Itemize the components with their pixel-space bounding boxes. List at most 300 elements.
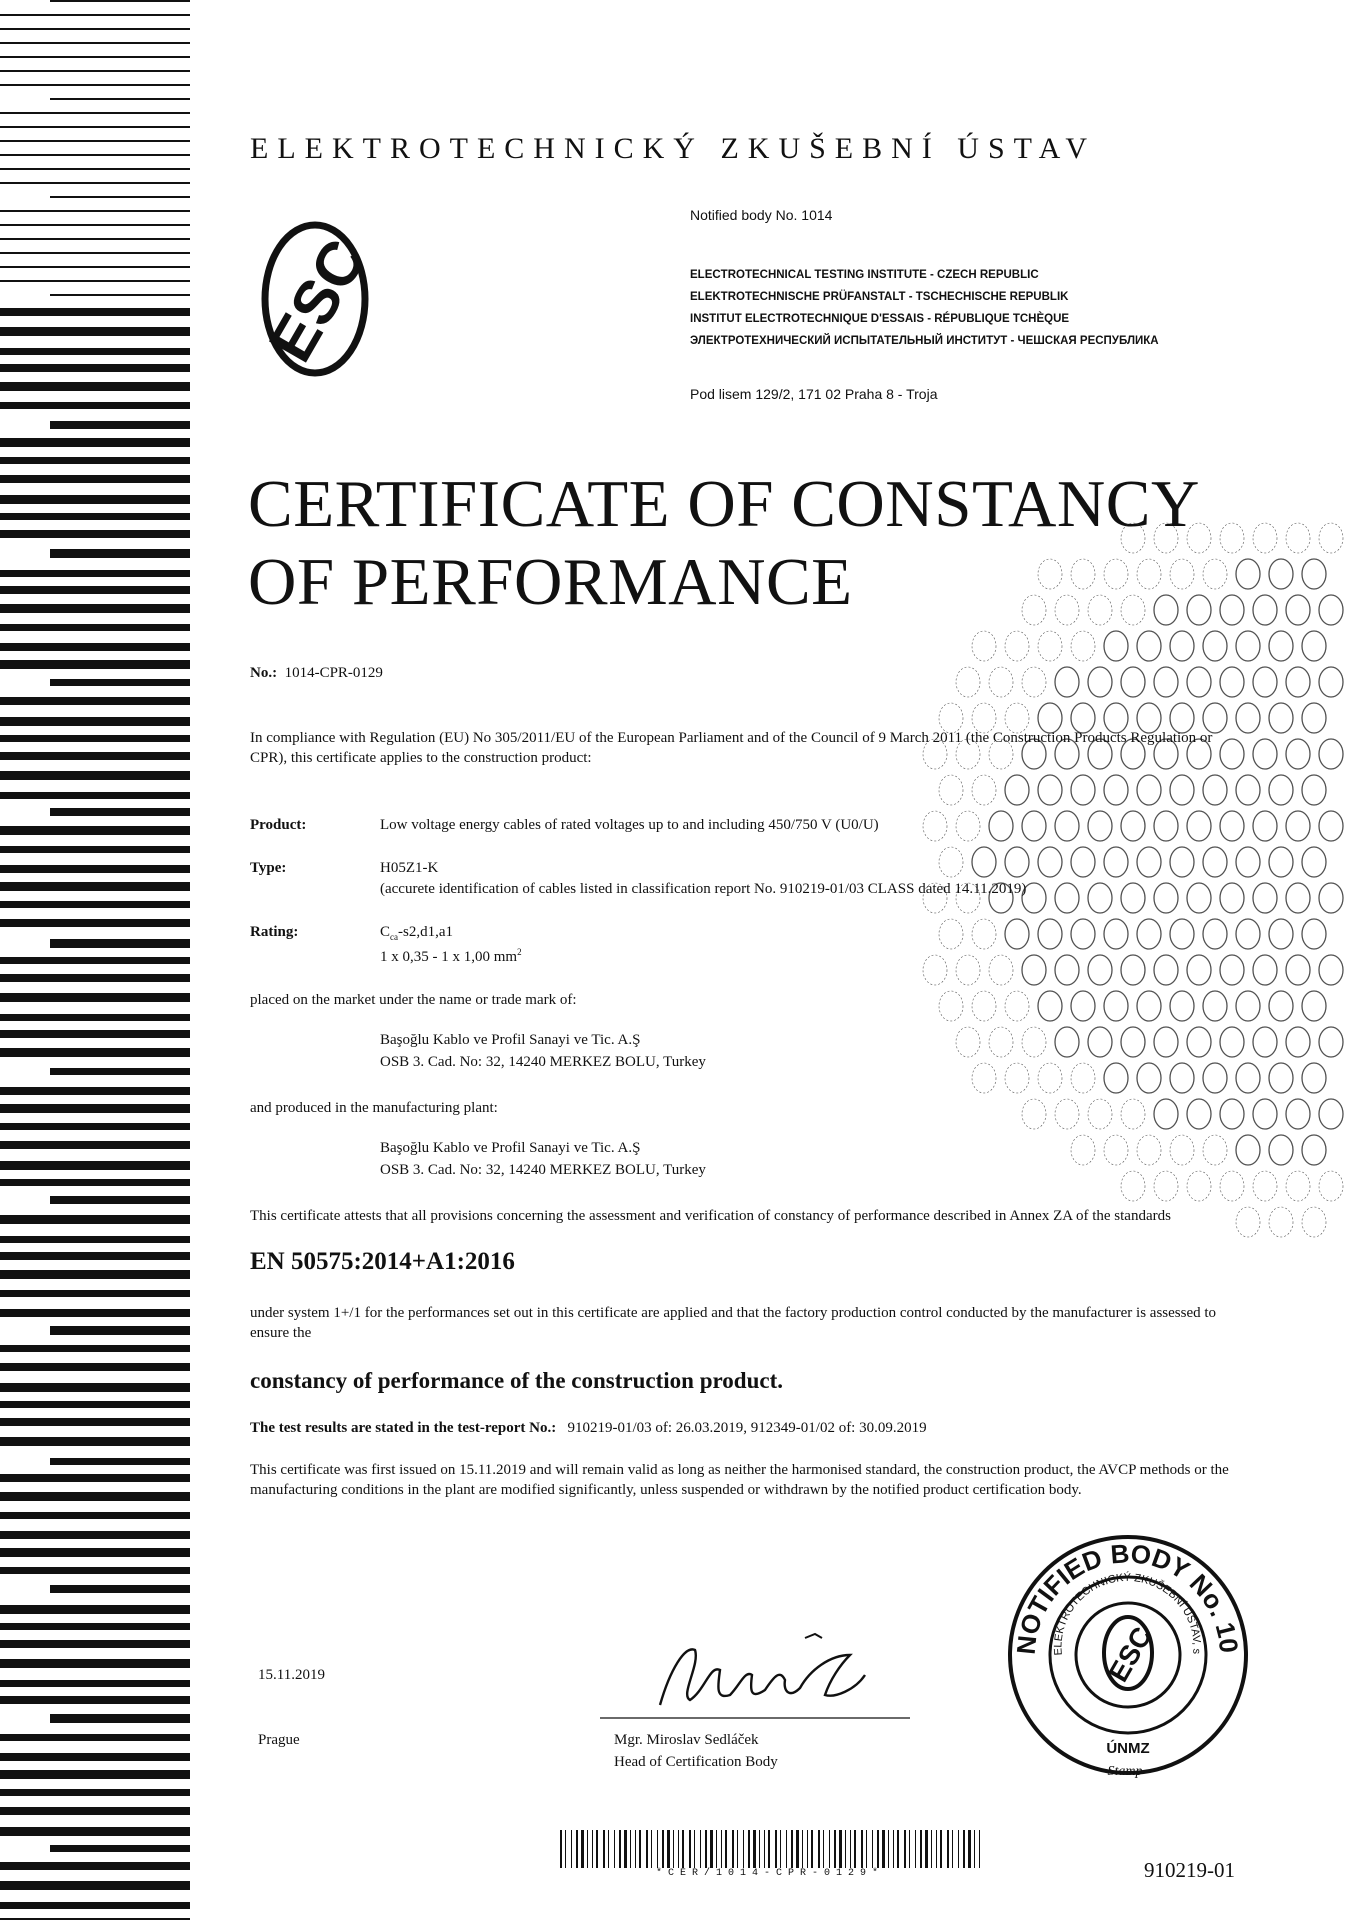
plant-intro: and produced in the manufacturing plant: bbox=[250, 1100, 498, 1116]
market-address: OSB 3. Cad. No: 32, 14240 MERKEZ BOLU, Turkey bbox=[380, 1054, 706, 1070]
watermark-logo bbox=[1286, 1171, 1310, 1201]
rating-class-sub: ca bbox=[390, 932, 399, 942]
barcode-bar bbox=[576, 1830, 578, 1868]
barcode-bar bbox=[764, 1830, 765, 1868]
barcode-bar bbox=[716, 1830, 717, 1868]
watermark-logo bbox=[1022, 1099, 1046, 1129]
barcode-bar bbox=[940, 1830, 942, 1868]
institute-address: Pod lisem 129/2, 171 02 Praha 8 - Troja bbox=[690, 386, 938, 402]
barcode-bar bbox=[646, 1830, 648, 1868]
watermark-logo bbox=[1055, 955, 1079, 985]
stripe bbox=[50, 294, 190, 296]
stripe bbox=[0, 660, 190, 669]
watermark-logo bbox=[1071, 919, 1095, 949]
stripe bbox=[0, 846, 190, 853]
watermark-logo bbox=[1121, 811, 1145, 841]
barcode-bars bbox=[560, 1830, 980, 1868]
watermark-logo bbox=[1269, 1135, 1293, 1165]
barcode-bar bbox=[689, 1830, 691, 1868]
watermark-logo bbox=[1071, 775, 1095, 805]
watermark-logo bbox=[1121, 1027, 1145, 1057]
stripe bbox=[0, 1252, 190, 1260]
watermark-logo bbox=[1203, 919, 1227, 949]
stripe bbox=[50, 1068, 190, 1075]
barcode-bar bbox=[829, 1830, 830, 1868]
watermark-logo bbox=[1154, 523, 1178, 553]
watermark-logo bbox=[1055, 1027, 1079, 1057]
type-label: Type: bbox=[250, 860, 287, 876]
watermark-logo bbox=[1220, 1171, 1244, 1201]
stripe bbox=[0, 1270, 190, 1279]
watermark-logo bbox=[1088, 811, 1112, 841]
watermark-logo bbox=[1302, 1063, 1326, 1093]
stripe bbox=[0, 957, 190, 964]
watermark-logo bbox=[989, 667, 1013, 697]
watermark-logo bbox=[1121, 1171, 1145, 1201]
certificate-number-label: No.: bbox=[250, 665, 278, 681]
watermark-logo bbox=[1005, 991, 1029, 1021]
stripe bbox=[0, 382, 190, 391]
stamp-word: Stamp bbox=[1107, 1764, 1143, 1779]
stamp-inner-text: ELEKTROTECHNICKÝ ZKUŠEBNÍ ÚSTAV, s bbox=[1052, 1571, 1203, 1656]
watermark-logo bbox=[1154, 1099, 1178, 1129]
stripe bbox=[0, 28, 190, 30]
watermark-logo bbox=[1071, 1063, 1095, 1093]
watermark-logo bbox=[972, 1063, 996, 1093]
stamp-bottom-text: ÚNMZ bbox=[1106, 1740, 1150, 1757]
watermark-logo bbox=[1137, 1135, 1161, 1165]
barcode-bar bbox=[936, 1830, 937, 1868]
decorative-stripe-border bbox=[0, 0, 190, 1920]
watermark-logo bbox=[939, 847, 963, 877]
barcode-bar bbox=[694, 1830, 695, 1868]
rating-class-rest: -s2,d1,a1 bbox=[398, 924, 454, 940]
product-value: Low voltage energy cables of rated voltages up to and including 450/750 V (U0/U) bbox=[380, 817, 879, 833]
watermark-logo bbox=[1286, 667, 1310, 697]
stripe bbox=[0, 70, 190, 72]
stripe bbox=[0, 1753, 190, 1761]
constancy-heading: constancy of performance of the construction product. bbox=[250, 1368, 783, 1393]
stripe bbox=[0, 182, 190, 184]
watermark-logo bbox=[1319, 739, 1343, 769]
watermark-logo bbox=[1038, 631, 1062, 661]
stripe bbox=[0, 280, 190, 282]
stripe bbox=[0, 1290, 190, 1297]
watermark-logo bbox=[1154, 811, 1178, 841]
watermark-logo bbox=[1005, 919, 1029, 949]
barcode-bar bbox=[673, 1830, 674, 1868]
watermark-logo bbox=[1071, 631, 1095, 661]
watermark-logo bbox=[1137, 1063, 1161, 1093]
watermark-logo bbox=[1088, 955, 1112, 985]
watermark-logo bbox=[1319, 1171, 1343, 1201]
stripe bbox=[0, 457, 190, 464]
watermark-logo bbox=[1170, 991, 1194, 1021]
barcode-bar bbox=[947, 1830, 949, 1868]
document-number: 910219-01 bbox=[1144, 1858, 1235, 1882]
barcode-bar bbox=[619, 1830, 621, 1868]
watermark-logo bbox=[1319, 523, 1343, 553]
barcode-bar bbox=[925, 1830, 928, 1868]
stripe bbox=[0, 1659, 190, 1668]
watermark-logo bbox=[989, 955, 1013, 985]
watermark-logo bbox=[1170, 559, 1194, 589]
watermark-logo bbox=[1220, 811, 1244, 841]
barcode-bar bbox=[854, 1830, 856, 1868]
stripe bbox=[0, 56, 190, 58]
watermark-logo bbox=[1104, 1063, 1128, 1093]
watermark-logo bbox=[1269, 991, 1293, 1021]
stripe bbox=[0, 1640, 190, 1648]
certificate-number-row bbox=[250, 663, 383, 683]
certificate-title-line1: CERTIFICATE OF CONSTANCY bbox=[248, 467, 1200, 541]
stripe bbox=[0, 1623, 190, 1630]
barcode-bar bbox=[802, 1830, 803, 1868]
watermark-logo bbox=[1038, 991, 1062, 1021]
watermark-logo bbox=[1187, 1171, 1211, 1201]
stripe bbox=[0, 1087, 190, 1095]
barcode-bar bbox=[807, 1830, 808, 1868]
institute-name-ru: ЭЛЕКТРОТЕХНИЧЕСКИЙ ИСПЫТАТЕЛЬНЫЙ ИНСТИТУТ - ЧЕШСКАЯ РЕСПУБЛИКА bbox=[690, 335, 1159, 347]
barcode-bar bbox=[571, 1830, 572, 1868]
watermark-logo bbox=[1253, 667, 1277, 697]
barcode-bar bbox=[768, 1830, 770, 1868]
watermark-logo bbox=[1154, 1027, 1178, 1057]
stripe bbox=[0, 1309, 190, 1317]
watermark-logo bbox=[1286, 811, 1310, 841]
barcode-bar bbox=[635, 1830, 636, 1868]
watermark-logo bbox=[1269, 631, 1293, 661]
watermark-logo bbox=[1203, 559, 1227, 589]
stripe bbox=[50, 98, 190, 100]
watermark-logo bbox=[1319, 811, 1343, 841]
watermark-logo bbox=[1055, 1099, 1079, 1129]
watermark-logo bbox=[956, 955, 980, 985]
handwritten-signature bbox=[600, 1630, 910, 1720]
barcode-bar bbox=[850, 1830, 851, 1868]
stripe bbox=[0, 238, 190, 240]
watermark-logo bbox=[1104, 847, 1128, 877]
stripe bbox=[0, 1474, 190, 1482]
stamp-outer-text: NOTIFIED BODY No. 10 bbox=[1010, 1538, 1245, 1656]
stripe bbox=[0, 735, 190, 742]
product-label: Product: bbox=[250, 817, 307, 833]
stripe bbox=[0, 993, 190, 1002]
stripe bbox=[0, 1605, 190, 1614]
watermark-logo bbox=[1038, 919, 1062, 949]
watermark-logo bbox=[1088, 595, 1112, 625]
issue-place: Prague bbox=[258, 1732, 300, 1748]
stripe bbox=[0, 771, 190, 780]
stripe bbox=[0, 792, 190, 799]
stripe bbox=[50, 549, 190, 558]
watermark-logo bbox=[1038, 1063, 1062, 1093]
stripe bbox=[0, 1512, 190, 1519]
stripe bbox=[50, 679, 190, 686]
watermark-logo bbox=[1269, 919, 1293, 949]
stripe bbox=[0, 1030, 190, 1038]
stripe bbox=[0, 168, 190, 170]
watermark-logo bbox=[1302, 1135, 1326, 1165]
barcode-bar bbox=[678, 1830, 679, 1868]
system-statement: under system 1+/1 for the performances set out in this certificate are applied and that the factory production control conducted by the manufacturer is assessed to ensure the bbox=[250, 1305, 1217, 1341]
stripe bbox=[0, 1161, 190, 1170]
watermark-logo bbox=[1302, 559, 1326, 589]
watermark-logo bbox=[1236, 1063, 1260, 1093]
stripe bbox=[50, 1326, 190, 1335]
watermark-logo bbox=[1220, 883, 1244, 913]
watermark-logo bbox=[1253, 1027, 1277, 1057]
watermark-logo bbox=[939, 991, 963, 1021]
watermark-logo bbox=[1170, 847, 1194, 877]
stripe bbox=[0, 570, 190, 577]
stripe bbox=[0, 224, 190, 226]
watermark-logo bbox=[1104, 991, 1128, 1021]
watermark-logo bbox=[1220, 955, 1244, 985]
watermark-logo bbox=[1236, 775, 1260, 805]
watermark-logo bbox=[1220, 595, 1244, 625]
stripe bbox=[0, 1862, 190, 1870]
watermark-logo bbox=[1302, 991, 1326, 1021]
stripe bbox=[0, 1179, 190, 1186]
watermark-logo bbox=[1236, 847, 1260, 877]
barcode-bar bbox=[931, 1830, 932, 1868]
watermark-logo bbox=[1269, 703, 1293, 733]
barcode-bar bbox=[952, 1830, 953, 1868]
barcode-bar bbox=[958, 1830, 959, 1868]
institute-name-en: ELECTROTECHNICAL TESTING INSTITUTE - CZECH REPUBLIC bbox=[690, 269, 1039, 281]
stripe bbox=[0, 1123, 190, 1130]
watermark-logo bbox=[1187, 1027, 1211, 1057]
stripe bbox=[0, 154, 190, 156]
watermark-logo bbox=[1154, 595, 1178, 625]
watermark-logo bbox=[1137, 847, 1161, 877]
watermark-logo bbox=[1022, 667, 1046, 697]
plant-address: OSB 3. Cad. No: 32, 14240 MERKEZ BOLU, Turkey bbox=[380, 1162, 706, 1178]
watermark-logo bbox=[1253, 811, 1277, 841]
watermark-logo bbox=[1005, 847, 1029, 877]
watermark-logo bbox=[1104, 1135, 1128, 1165]
watermark-logo bbox=[1038, 775, 1062, 805]
watermark-logo bbox=[1236, 631, 1260, 661]
stripe bbox=[0, 1881, 190, 1890]
watermark-logo bbox=[1071, 847, 1095, 877]
barcode-bar bbox=[882, 1830, 885, 1868]
watermark-logo bbox=[1236, 559, 1260, 589]
watermark-logo bbox=[1286, 739, 1310, 769]
watermark-logo bbox=[1104, 775, 1128, 805]
standard-reference: EN 50575:2014+A1:2016 bbox=[250, 1248, 515, 1275]
watermark-logo bbox=[1319, 1027, 1343, 1057]
stripe bbox=[50, 1458, 190, 1465]
watermark-logo bbox=[1137, 991, 1161, 1021]
rating-size bbox=[380, 942, 522, 967]
barcode-bar bbox=[845, 1830, 846, 1868]
plant-company: Başoğlu Kablo ve Profil Sanayi ve Tic. A.Ş bbox=[380, 1140, 641, 1156]
stripe bbox=[0, 697, 190, 705]
certificate-number: 1014-CPR-0129 bbox=[284, 665, 383, 681]
watermark-logo bbox=[1071, 991, 1095, 1021]
watermark-logo bbox=[1220, 1027, 1244, 1057]
watermark-logo bbox=[1203, 991, 1227, 1021]
stripe bbox=[0, 1141, 190, 1149]
watermark-logo bbox=[1253, 1099, 1277, 1129]
barcode-bar bbox=[904, 1830, 906, 1868]
stripe bbox=[0, 1680, 190, 1687]
stripe bbox=[0, 1345, 190, 1352]
watermark-logo bbox=[1269, 847, 1293, 877]
watermark-logo bbox=[1104, 559, 1128, 589]
watermark-logo bbox=[1055, 811, 1079, 841]
watermark-logo bbox=[1302, 847, 1326, 877]
watermark-logo bbox=[1302, 703, 1326, 733]
barcode-bar bbox=[592, 1830, 593, 1868]
barcode-bar bbox=[775, 1830, 777, 1868]
esc-logo bbox=[255, 215, 375, 380]
stripe bbox=[0, 826, 190, 835]
watermark-logo bbox=[1319, 667, 1343, 697]
watermark-logo bbox=[1088, 1027, 1112, 1057]
barcode-bar bbox=[823, 1830, 824, 1868]
watermark-logo bbox=[1302, 631, 1326, 661]
watermark-logo bbox=[972, 991, 996, 1021]
watermark-logo bbox=[1286, 1099, 1310, 1129]
stripe bbox=[0, 364, 190, 372]
stripe bbox=[0, 1418, 190, 1426]
watermark-logo bbox=[1253, 739, 1277, 769]
watermark-logo bbox=[1236, 919, 1260, 949]
institute-name: ELEKTROTECHNICKÝ ZKUŠEBNÍ ÚSTAV bbox=[250, 132, 1097, 165]
stripe bbox=[0, 919, 190, 927]
barcode-bar bbox=[581, 1830, 584, 1868]
stripe bbox=[0, 604, 190, 613]
watermark-logo bbox=[1187, 523, 1211, 553]
barcode-bar bbox=[748, 1830, 750, 1868]
compliance-statement: In compliance with Regulation (EU) No 305/2011/EU of the European Parliament and of the Council of 9 March 2011 (the Construction Products Regulation or CPR), this certificate applies to the construction product: bbox=[250, 730, 1213, 766]
watermark-logo bbox=[923, 955, 947, 985]
barcode-bar bbox=[866, 1830, 867, 1868]
watermark-logo bbox=[972, 775, 996, 805]
watermark-logo bbox=[1269, 1063, 1293, 1093]
stripe bbox=[50, 939, 190, 948]
stripe bbox=[0, 901, 190, 908]
stripe bbox=[0, 1492, 190, 1501]
watermark-logo bbox=[1170, 1063, 1194, 1093]
barcode-bar bbox=[877, 1830, 879, 1868]
notified-body-stamp-seal bbox=[1000, 1525, 1255, 1785]
barcode-bar bbox=[639, 1830, 641, 1868]
stripe bbox=[0, 42, 190, 44]
barcode-bar bbox=[700, 1830, 701, 1868]
watermark-logo bbox=[1286, 1027, 1310, 1057]
institute-name-fr: INSTITUT ELECTROTECHNIQUE D'ESSAIS - RÉPUBLIQUE TCHÈQUE bbox=[690, 313, 1070, 325]
type-value: H05Z1-K bbox=[380, 860, 439, 876]
stamp-logo-letters: ESC bbox=[1102, 1621, 1158, 1687]
watermark-logo bbox=[1170, 1135, 1194, 1165]
stripe bbox=[0, 112, 190, 114]
barcode-bar bbox=[725, 1830, 727, 1868]
barcode-bar bbox=[651, 1830, 652, 1868]
watermark-logo bbox=[1269, 1207, 1293, 1237]
stripe bbox=[0, 348, 190, 355]
issue-date: 15.11.2019 bbox=[258, 1667, 325, 1683]
watermark-logo bbox=[1038, 847, 1062, 877]
certificate-title-line2: OF PERFORMANCE bbox=[248, 545, 853, 619]
stripe bbox=[0, 586, 190, 594]
stripe bbox=[0, 643, 190, 651]
stripe bbox=[0, 1548, 190, 1557]
watermark-logo bbox=[972, 919, 996, 949]
stripe bbox=[0, 84, 190, 86]
watermark-logo bbox=[1302, 775, 1326, 805]
barcode-bar bbox=[968, 1830, 971, 1868]
watermark-logo bbox=[1022, 811, 1046, 841]
institute-names-list bbox=[690, 264, 1159, 352]
watermark-logo bbox=[1220, 1099, 1244, 1129]
signatory-name: Mgr. Miroslav Sedláček bbox=[614, 1732, 759, 1748]
stripe bbox=[0, 1789, 190, 1796]
watermark-logo bbox=[1253, 1171, 1277, 1201]
watermark-logo bbox=[1121, 1099, 1145, 1129]
barcode-bar bbox=[667, 1830, 670, 1868]
watermark-logo bbox=[1137, 775, 1161, 805]
watermark-logo bbox=[1104, 919, 1128, 949]
watermark-logo bbox=[1154, 667, 1178, 697]
barcode-bar bbox=[759, 1830, 760, 1868]
watermark-logo bbox=[1170, 631, 1194, 661]
watermark-logo bbox=[1203, 631, 1227, 661]
stripe bbox=[0, 1401, 190, 1408]
watermark-logo bbox=[1170, 775, 1194, 805]
watermark-logo bbox=[1022, 595, 1046, 625]
stripe bbox=[0, 438, 190, 447]
watermark-logo bbox=[939, 775, 963, 805]
watermark-logo bbox=[1286, 883, 1310, 913]
watermark-logo bbox=[1121, 595, 1145, 625]
stripe bbox=[0, 1567, 190, 1574]
watermark-logo bbox=[1319, 1099, 1343, 1129]
stripe bbox=[0, 475, 190, 483]
watermark-logo bbox=[1203, 1063, 1227, 1093]
barcode-bar bbox=[682, 1830, 684, 1868]
barcode-bar bbox=[710, 1830, 713, 1868]
validity-statement: This certificate was first issued on 15.11.2019 and will remain valid as long as neither the harmonised standard, the construction product, the AVCP methods or the manufacturing conditions in the plant are modified significantly, unless suspended or withdrawn by the notified product certification body. bbox=[250, 1462, 1229, 1498]
barcode-bar bbox=[839, 1830, 842, 1868]
stripe bbox=[0, 1807, 190, 1815]
watermark-logo bbox=[1121, 667, 1145, 697]
stripe bbox=[0, 1696, 190, 1704]
barcode-bar bbox=[920, 1830, 922, 1868]
barcode-bar bbox=[893, 1830, 894, 1868]
watermark-logo bbox=[1038, 559, 1062, 589]
stripe bbox=[0, 1236, 190, 1243]
barcode-bar bbox=[603, 1830, 605, 1868]
stripe bbox=[0, 210, 190, 212]
watermark-logo bbox=[956, 667, 980, 697]
watermark-logo bbox=[1005, 1063, 1029, 1093]
stripe bbox=[0, 1104, 190, 1113]
official-stamp bbox=[1000, 1525, 1255, 1785]
watermark-logo bbox=[1088, 1099, 1112, 1129]
stripe bbox=[0, 327, 190, 336]
barcode-bar bbox=[624, 1830, 627, 1868]
watermark-logo bbox=[1104, 631, 1128, 661]
notified-body-number: Notified body No. 1014 bbox=[690, 207, 833, 223]
test-results-value: 910219-01/03 of: 26.03.2019, 912349-01/02 of: 30.09.2019 bbox=[567, 1420, 927, 1436]
watermark-logo bbox=[1137, 559, 1161, 589]
market-intro: placed on the market under the name or trade mark of: bbox=[250, 992, 577, 1008]
watermark-logo bbox=[939, 919, 963, 949]
